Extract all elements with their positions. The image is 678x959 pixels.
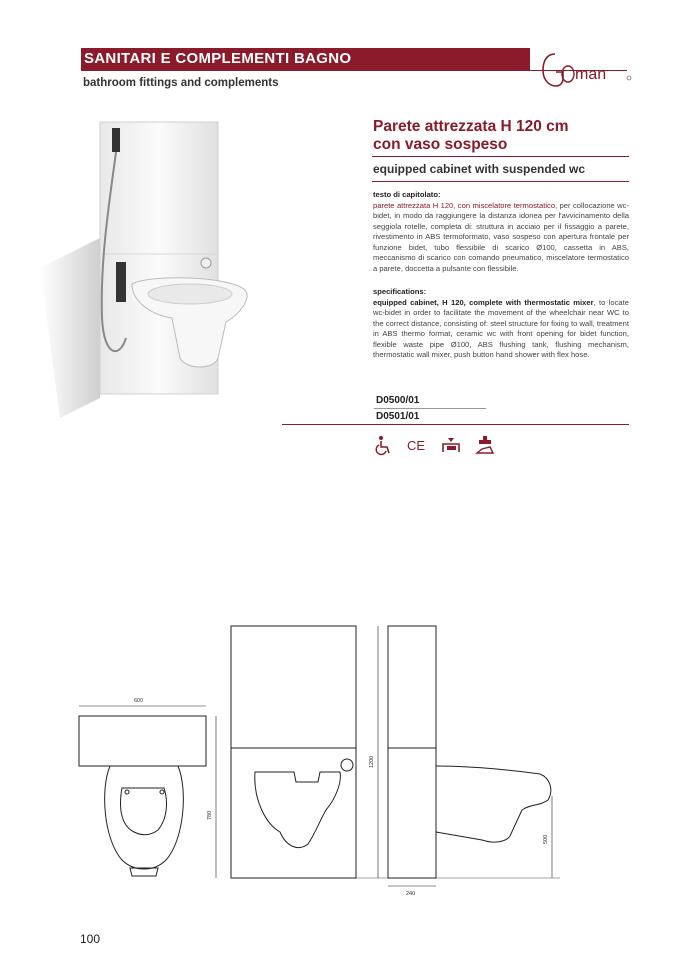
dim-wc-height-label: 500 — [543, 834, 549, 844]
product-code: D0500/01 — [376, 395, 420, 406]
page-number: 100 — [80, 932, 101, 946]
svg-text:CE: CE — [407, 438, 426, 453]
svg-text:man: man — [575, 66, 607, 83]
technical-drawings — [70, 620, 560, 900]
product-title — [373, 118, 569, 154]
product-title-line2: con vaso sospeso — [373, 136, 508, 153]
product-code: D0501/01 — [376, 411, 420, 422]
spec-english-lead: equipped cabinet, H 120, complete with thermostatic mixer — [373, 297, 594, 307]
spec-english-label: specifications: — [373, 287, 427, 296]
spec-italian-lead: parete attrezzata H 120, con miscelatore termostatico — [373, 200, 556, 210]
ce-mark-icon — [406, 434, 428, 456]
medical-cross-icon — [474, 434, 496, 456]
section-title: SANITARI E COMPLEMENTI BAGNO — [84, 50, 352, 67]
code-rule-main — [282, 424, 629, 425]
spec-english-body: , to locate wc-bidet in order to facilitate the movement of the wheelchair near WC to the correct distance, consisting of: steel structure for fixing to wall, treatment in ABS thermo format, ceramic wc with front opening for bidet function, flexible waste pipe Ø100, ABS flushing tank, flushing mechanism, thermostatic wall mixer, push button hand shower with flex hose. — [373, 297, 629, 359]
product-title-line1: Parete attrezzata H 120 cm — [373, 118, 569, 135]
code-rule — [374, 408, 486, 409]
spec-italian-label: testo di capitolato: — [373, 190, 441, 199]
title-rule — [372, 156, 629, 157]
dim-height-total-label: 1200 — [369, 755, 375, 768]
product-subtitle: equipped cabinet with suspended wc — [373, 162, 586, 176]
spec-italian-body: , per collocazione wc-bidet, in modo da raggiungere la distanza idonea per l'avvicinamento della seggiola rotelle, completa di: struttura in acciaio per il fissaggio a parete, rivestimento in ABS termoformato, vaso sospeso con apertura frontale per funzione bidet, tubo flessibile di scarico Ø100, cassetta in ABS, meccanismo di scarico con comando pneumatico, miscelatore termostatico a parete, doccetta a pulsante con flessibile. — [373, 200, 629, 273]
section-subtitle: bathroom fittings and complements — [83, 77, 279, 89]
dim-height-top-label: 780 — [207, 810, 213, 820]
dim-width-label: 600 — [134, 698, 144, 704]
feature-icons — [372, 434, 496, 456]
wheelchair-icon — [372, 434, 394, 456]
spec-english — [373, 287, 629, 361]
product-photo — [40, 118, 280, 418]
brand-logo — [541, 48, 633, 88]
hotel-bed-icon — [440, 434, 462, 456]
subtitle-rule — [372, 181, 629, 182]
spec-italian — [373, 190, 629, 274]
dim-depth-label: 240 — [406, 891, 416, 897]
